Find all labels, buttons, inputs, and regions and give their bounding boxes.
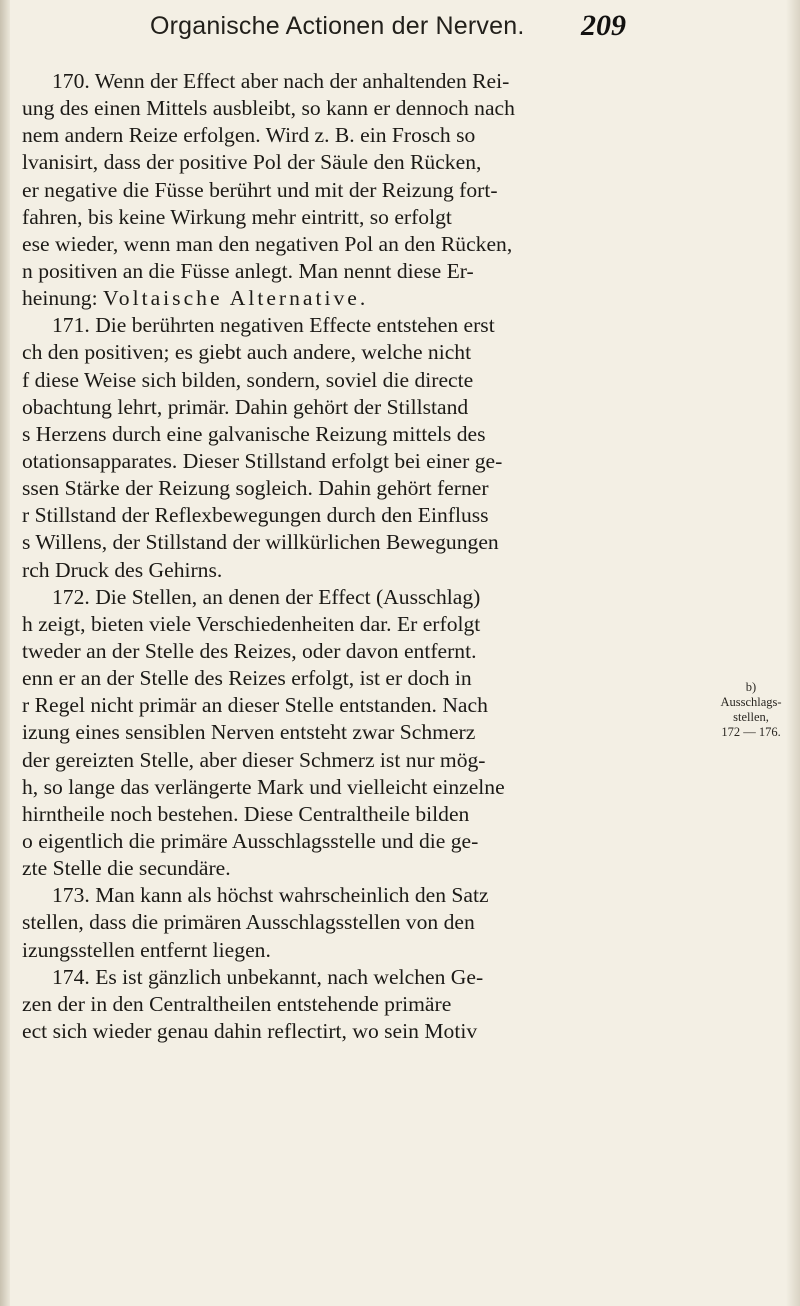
text-line: o eigentlich die primäre Ausschlagsstelle und die ge- [22,828,479,853]
page-edge [786,0,800,1306]
text-line: lvanisirt, dass der positive Pol der Säule den Rücken, [22,150,482,175]
text-line: n positiven an die Füsse anlegt. Man nennt diese Er- [22,258,474,283]
text-line: er negative die Füsse berührt und mit der Reizung fort- [22,177,498,202]
paragraph-174-line: 174. Es ist gänzlich unbekannt, nach welchen Ge- [52,964,484,989]
body-text [22,68,700,1045]
text-line: fahren, bis keine Wirkung mehr eintritt, so erfolgt [22,204,452,229]
text-line [22,285,700,312]
text-fragment: heinung: [22,286,98,311]
text-line: s Herzens durch eine galvanische Reizung mittels des [22,421,486,446]
text-line: tweder an der Stelle des Reizes, oder davon entfernt. [22,638,477,663]
text-line: izung eines sensiblen Nerven entsteht zwar Schmerz [22,720,476,745]
page-header [0,8,800,48]
text-line: stellen, dass die primären Ausschlagsstellen von den [22,910,475,935]
page-number: 209 [581,9,626,42]
paragraph-173-line: 173. Man kann als höchst wahrscheinlich den Satz [52,883,489,908]
text-line: f diese Weise sich bilden, sondern, soviel die directe [22,367,474,392]
margin-note-marker: b) [745,680,757,694]
text-line: zen der in den Centraltheilen entstehende primäre [22,991,452,1016]
margin-note-line: 172 — 176. [721,725,781,739]
text-line: h zeigt, bieten viele Verschiedenheiten dar. Er erfolgt [22,611,481,636]
emphasized-term: Voltaische Alternative. [102,286,369,311]
text-line: ung des einen Mittels ausbleibt, so kann er dennoch nach [22,96,515,121]
text-line: hirntheile noch bestehen. Diese Centraltheile bilden [22,801,470,826]
binding-edge [0,0,10,1306]
margin-note-line: stellen, [733,710,769,724]
paragraph-171-line: 171. Die berührten negativen Effecte entstehen erst [52,313,495,338]
margin-note [708,680,794,740]
text-line: r Regel nicht primär an dieser Stelle entstanden. Nach [22,693,488,718]
text-line: obachtung lehrt, primär. Dahin gehört der Stillstand [22,394,469,419]
text-line: ese wieder, wenn man den negativen Pol an den Rücken, [22,231,513,256]
text-line: nem andern Reize erfolgen. Wird z. B. ein Frosch so [22,123,476,148]
text-line: otationsapparates. Dieser Stillstand erfolgt bei einer ge- [22,448,503,473]
text-line: ect sich wieder genau dahin reflectirt, wo sein Motiv [22,1018,478,1043]
text-line: rch Druck des Gehirns. [22,557,223,582]
paragraph-170-line: 170. Wenn der Effect aber nach der anhaltenden Rei- [52,69,510,93]
text-line: enn er an der Stelle des Reizes erfolgt, ist er doch in [22,666,472,691]
text-line: der gereizten Stelle, aber dieser Schmerz ist nur mög- [22,747,486,772]
text-line: s Willens, der Stillstand der willkürlichen Bewegungen [22,530,499,555]
margin-note-title: Ausschlags- [720,695,782,709]
text-line: izungsstellen entfernt liegen. [22,937,271,962]
text-line: r Stillstand der Reflexbewegungen durch den Einfluss [22,503,489,528]
text-line: h, so lange das verlängerte Mark und vielleicht einzelne [22,774,505,799]
text-line: ssen Stärke der Reizung sogleich. Dahin gehört ferner [22,476,489,501]
running-title: Organische Actionen der Nerven. [150,12,525,40]
margin-note-line [708,680,794,710]
text-line: ch den positiven; es giebt auch andere, welche nicht [22,340,472,365]
text-line: zte Stelle die secundäre. [22,856,231,881]
paragraph-172-line: 172. Die Stellen, an denen der Effect (Ausschlag) [52,584,481,609]
